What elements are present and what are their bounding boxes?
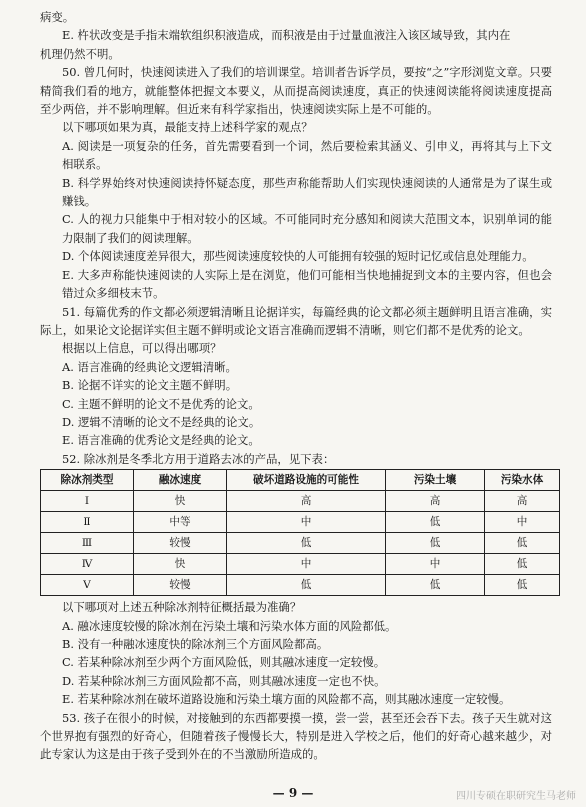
table-cell: Ⅱ [41,512,134,533]
table-cell: 低 [386,575,485,596]
question-52-option: C. 若某种除冰剂至少两个方面风险低，则其融冰速度一定较慢。 [62,655,386,670]
question-51-option: C. 主题不鲜明的论文不是优秀的论文。 [62,396,260,411]
question-52-prompt: 以下哪项对上述五种除冰剂特征概括最为准确？ [62,600,302,615]
table-cell: 中等 [134,512,227,533]
deicer-table [40,469,560,596]
question-52-option: D. 若某种除冰剂三方面风险都不高，则其融冰速度一定也不快。 [62,673,386,688]
question-51-prompt: 根据以上信息，可以得出哪项？ [62,341,222,356]
table-row [41,575,560,596]
table-cell: 低 [485,533,560,554]
question-50-option: C. 人的视力只能集中于相对较小的区域。不可能同时充分感知和阅读大范围文本，识别单词的能力限制了我们的阅读理解。 [62,212,552,245]
table-cell: Ⅰ [41,491,134,512]
table-cell: 高 [227,491,386,512]
table-cell: 快 [134,491,227,512]
table-cell: 低 [386,533,485,554]
table-cell: 较慢 [134,533,227,554]
table-cell: Ⅳ [41,554,134,575]
table-cell: 中 [485,512,560,533]
question-50-stem: 50. 曾几何时，快速阅读进入了我们的培训课堂。培训者告诉学员，要按“之”字形浏览文章。只要精简我们看的地方，就能整体把握文本要义，从而提高阅读速度，真正的快速阅读能将阅读速度提高至少两倍，并不影响理解。但近来有科学家指出，快速阅读实际上是不可能的。 [40,65,552,117]
question-52-option: B. 没有一种融冰速度快的除冰剂三个方面风险都高。 [62,636,329,651]
question-51-stem: 51. 每篇优秀的作文都必须逻辑清晰且论据详实，每篇经典的论文都必须主题鲜明且语言准确，实际上，如果论文论据详实但主题不鲜明或论文语言准确而逻辑不清晰，则它们都不是优秀的论文。 [40,304,552,337]
question-51-option: B. 论据不详实的论文主题不鲜明。 [62,378,238,393]
table-cell: 低 [485,575,560,596]
question-52-option: A. 融冰速度较慢的除冰剂在污染土壤和污染水体方面的风险都低。 [62,618,397,633]
text-line: 机理仍然不明。 [40,46,120,61]
question-50-prompt: 以下哪项如果为真，最能支持上述科学家的观点？ [62,120,313,135]
table-cell: 中 [227,512,386,533]
question-50-option: A. 阅读是一项复杂的任务，首先需要看到一个词，然后要检索其涵义、引申义，再将其与上下文相联系。 [62,138,552,172]
table-row [41,533,560,554]
page-number: — 9 — [272,786,314,800]
table-cell: 快 [134,554,227,575]
question-53-stem: 53. 孩子在很小的时候，对接触到的东西都要摸一摸，尝一尝，甚至还会吞下去。孩子天生就对这个世界抱有强烈的好奇心，但随着孩子慢慢长大，特别是进入学校之后，他们的好奇心越来越少，对此专家认为这是由于孩子受到外在的不当激励所造成的。 [40,710,552,762]
table-cell: 高 [485,491,560,512]
table-header: 除冰剂类型 [41,470,134,491]
question-52-stem: 52. 除冰剂是冬季北方用于道路去冰的产品，见下表： [62,451,335,466]
table-cell: 中 [227,554,386,575]
table-header: 污染水体 [485,470,560,491]
table-header: 污染土壤 [386,470,485,491]
question-51-option: A. 语言准确的经典论文逻辑清晰。 [62,359,237,374]
question-52-option: E. 若某种除冰剂在破坏道路设施和污染土壤方面的风险都不高，则其融冰速度一定较慢。 [62,692,511,707]
question-50-option: D. 个体阅读速度差异很大，那些阅读速度较快的人可能拥有较强的短时记忆或信息处理能力。 [62,249,534,264]
table-cell: 低 [485,554,560,575]
question-51-option: D. 逻辑不清晰的论文不是经典的论文。 [62,414,261,429]
table-header: 破坏道路设施的可能性 [227,470,386,491]
question-51-option: E. 语言准确的优秀论文是经典的论文。 [62,433,260,448]
option-e-continued: E. 杵状改变是手指末端软组织积液造成，而积液是由于过量血液注入该区域导致，其内在 [62,28,511,43]
table-row [41,554,560,575]
table-cell: 低 [227,533,386,554]
question-50-option: E. 大多声称能快速阅读的人实际上是在浏览，他们可能相当快地捕捉到文本的主要内容，但也会错过众多细枝末节。 [62,267,552,301]
table-cell: Ⅴ [41,575,134,596]
table-header-row [41,470,560,491]
table-cell: 高 [386,491,485,512]
text-line: 病变。 [40,10,75,24]
table-cell: Ⅲ [41,533,134,554]
table-cell: 中 [386,554,485,575]
table-cell: 低 [386,512,485,533]
watermark: 四川专硕在职研究生马老师 [456,791,576,802]
table-row [41,512,560,533]
table-cell: 较慢 [134,575,227,596]
table-row [41,491,560,512]
table-cell: 低 [227,575,386,596]
table-header: 融冰速度 [134,470,227,491]
question-50-option: B. 科学界始终对快速阅读持怀疑态度，那些声称能帮助人们实现快速阅读的人通常是为了谋生或赚钱。 [62,175,552,209]
